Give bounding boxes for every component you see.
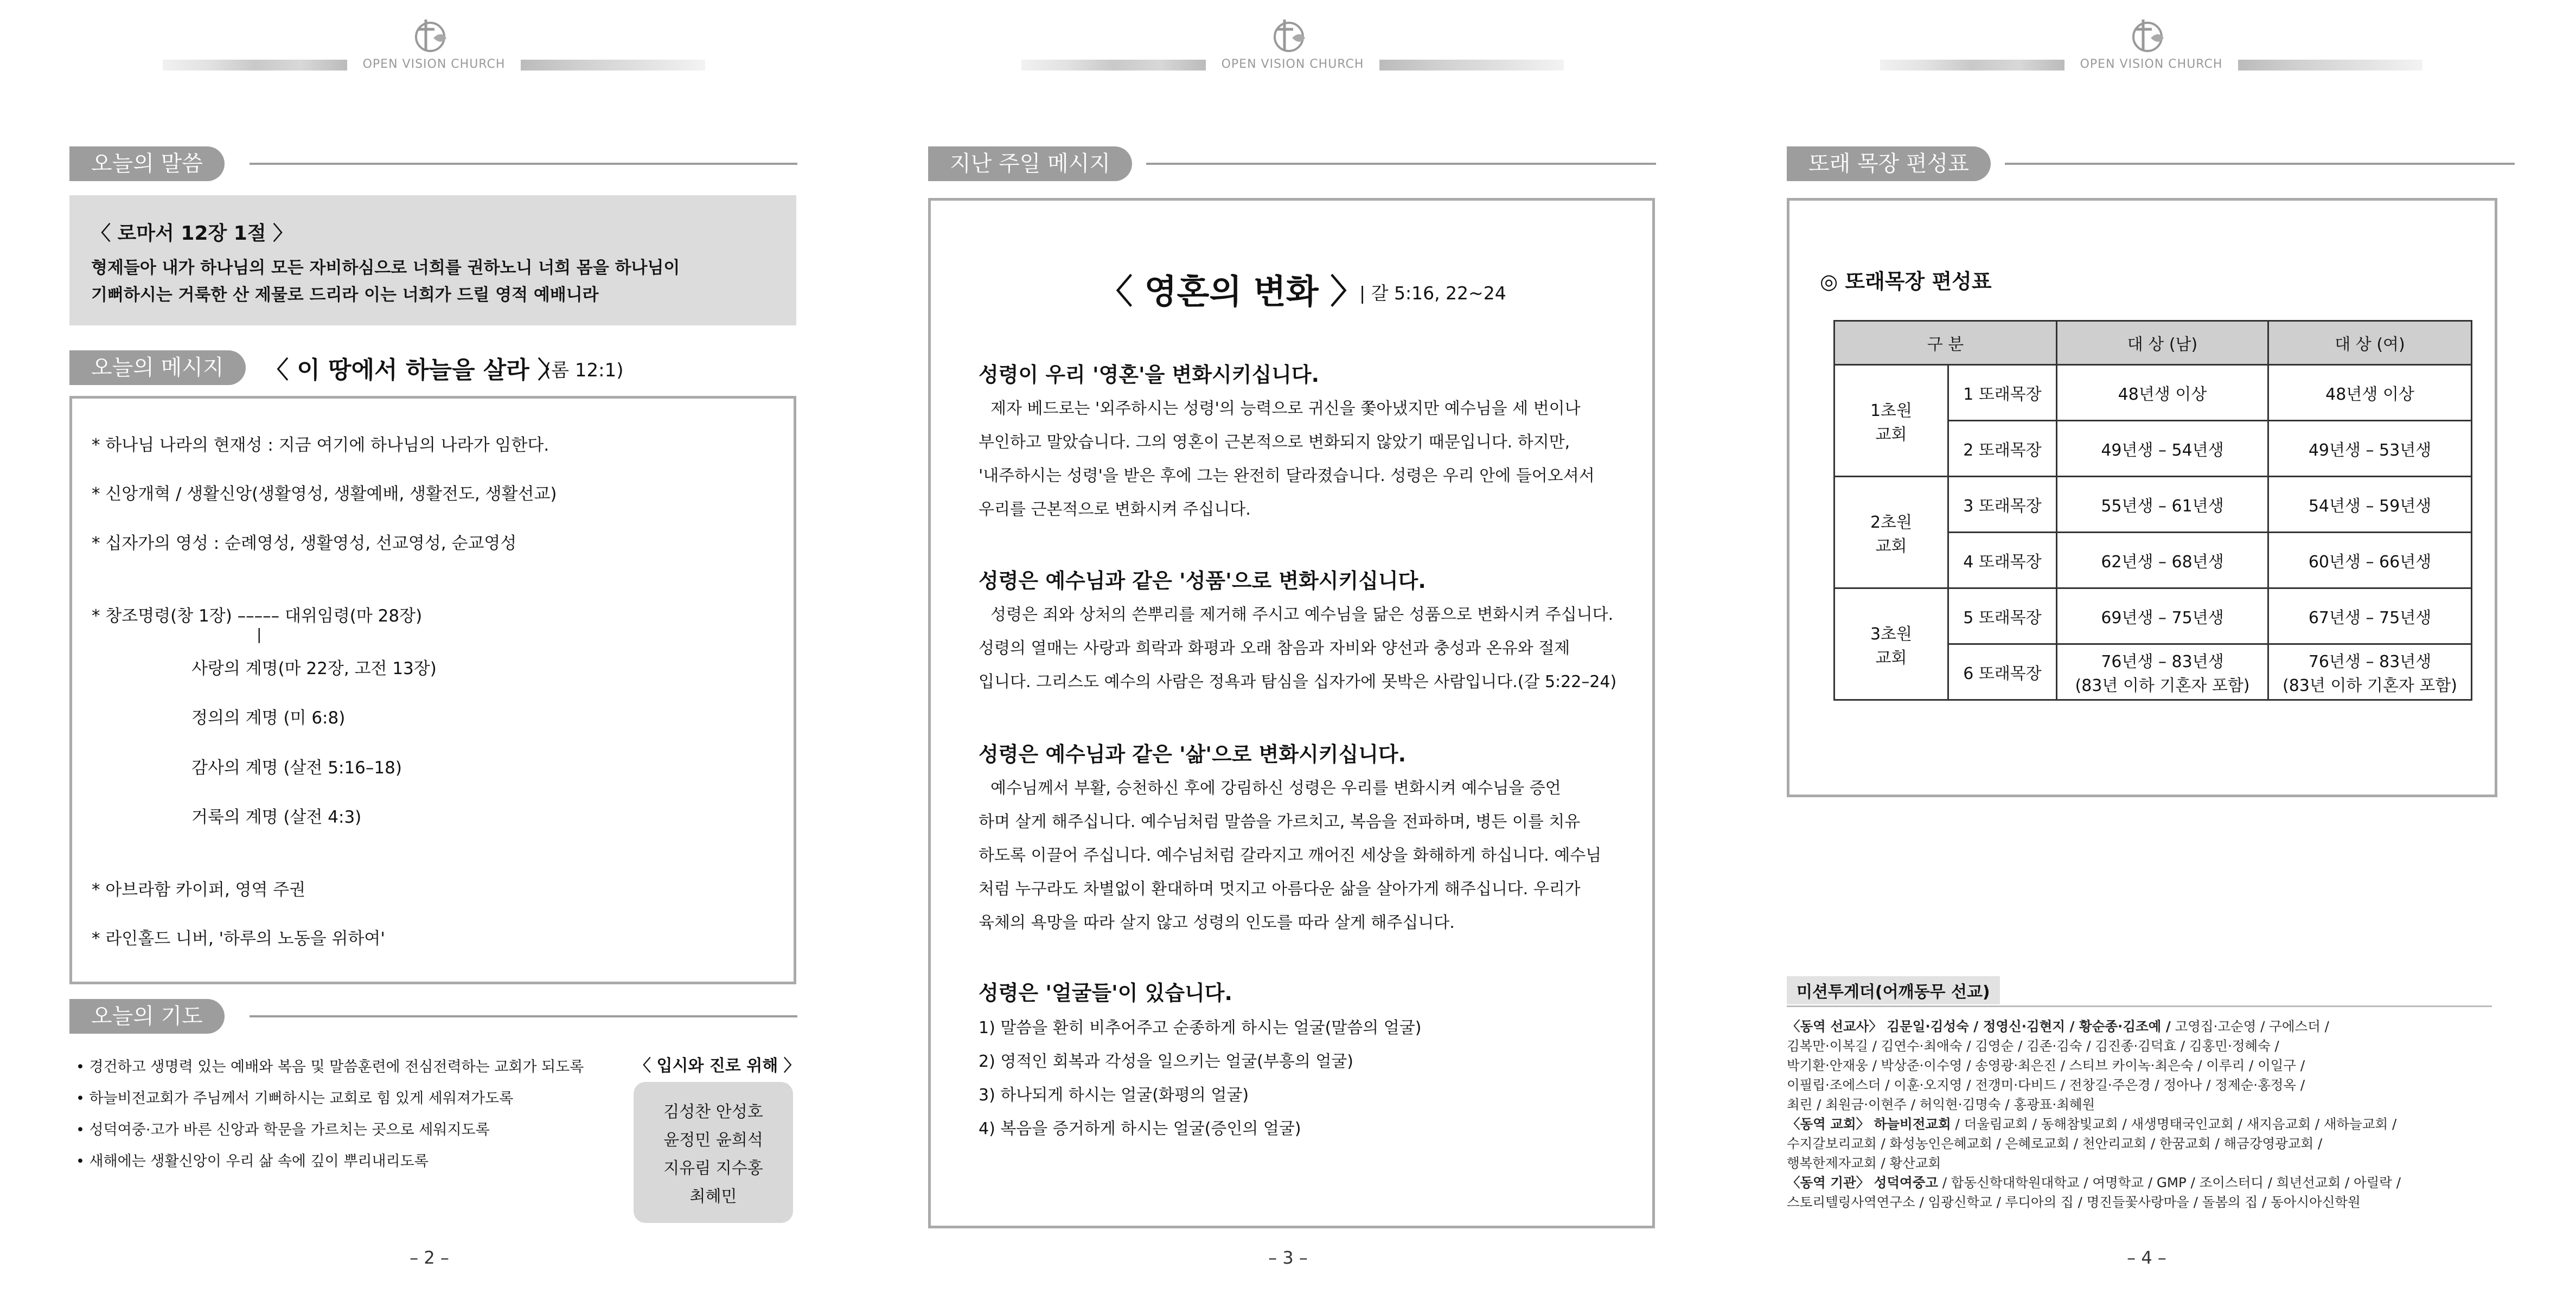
header-church-name: OPEN VISION CHURCH bbox=[2080, 57, 2223, 71]
mission-partners: 이필립·조에스더 / 이훈·오지영 / 전갱미·다비드 / 전창길·주은경 / 정아나 / 정제순·홍정옥 / bbox=[1787, 1077, 2305, 1093]
mission-section bbox=[1787, 976, 2492, 1212]
outline-point: * 십자가의 영성 : 순례영성, 생활영성, 선교영성, 순교영성 bbox=[92, 534, 517, 553]
mission-partners: 행복한제자교회 / 황산교회 bbox=[1787, 1155, 1941, 1171]
table-row bbox=[1834, 365, 2472, 421]
entrance-prayer-title: 〈 입시와 진로 위해 〉 bbox=[635, 1056, 800, 1075]
church-cell bbox=[1834, 477, 1948, 588]
age-range-line: (83년 이하 기혼자 포함) bbox=[2282, 676, 2458, 695]
sermon-paragraph-line: 하며 살게 해주십니다. 예수님처럼 말씀을 가르치고, 복음을 전파하며, 병든 이를 치유 bbox=[979, 812, 1581, 831]
page-header bbox=[163, 16, 705, 76]
outline-subpoint: 거룩의 계명 (살전 4:3) bbox=[191, 808, 362, 827]
scripture-reference: 〈 로마서 12장 1절 〉 bbox=[91, 222, 293, 245]
church-cell bbox=[1834, 365, 1948, 477]
mission-line bbox=[1787, 1114, 2492, 1134]
outline-point: * 신앙개혁 / 생활신앙(생활영성, 생활예배, 생활전도, 생활선교) bbox=[92, 484, 557, 504]
sermon-list-item: 2) 영적인 회복과 각성을 일으키는 얼굴(부흥의 얼굴) bbox=[979, 1052, 1354, 1071]
entrance-names-box bbox=[634, 1082, 793, 1223]
sermon-paragraph-line: 육체의 욕망을 따라 살지 않고 성령의 인도를 따라 살게 해주십니다. bbox=[979, 913, 1455, 932]
sermon-heading: 성령은 예수님과 같은 '삶'으로 변화시키십니다. bbox=[979, 742, 1407, 766]
outline-subpoint: 정의의 계명 (미 6:8) bbox=[191, 708, 346, 728]
scripture-text-line: 기뻐하시는 거룩한 산 제물로 드리라 이는 너희가 드릴 영적 예배니라 bbox=[91, 285, 599, 305]
header-bar-left bbox=[163, 60, 347, 71]
column-header: 대 상 (남) bbox=[2057, 321, 2268, 365]
table-row bbox=[1834, 588, 2472, 644]
church-cell bbox=[1834, 588, 1948, 700]
age-range-line: (83년 이하 기혼자 포함) bbox=[2075, 676, 2250, 695]
prayer-item: • 하늘비전교회가 주님께서 기뻐하시는 교회로 힘 있게 세워져가도록 bbox=[76, 1090, 514, 1107]
mission-partners: 수지갈보리교회 / 화성농인은혜교회 / 은혜로교회 / 천안리교회 / 한꿈교회 / 해금강영광교회 / bbox=[1787, 1136, 2323, 1151]
mission-line bbox=[1787, 1193, 2492, 1212]
sermon-paragraph-line: 우리를 근본적으로 변화시켜 주십니다. bbox=[979, 500, 1251, 519]
mission-line bbox=[1787, 1134, 2492, 1154]
age-range-cell bbox=[2268, 644, 2472, 700]
sermon-paragraph-line: 성령은 죄와 상처의 쓴뿌리를 제거해 주시고 예수님을 닮은 성품으로 변화시켜 주십니다. bbox=[990, 605, 1614, 624]
age-range-cell: 69년생 – 75년생 bbox=[2057, 588, 2268, 644]
sermon-paragraph-line: 하도록 이끌어 주십니다. 예수님처럼 갈라지고 깨어진 세상을 화해하게 하십니다. 예수님 bbox=[979, 846, 1602, 865]
section-tab-last-sunday-message: 지난 주일 메시지 bbox=[928, 146, 1132, 181]
mission-title: 미션투게더(어깨동무 선교) bbox=[1787, 976, 2000, 1004]
section-tab-cell-group-schedule: 또래 목장 편성표 bbox=[1787, 146, 1991, 181]
mission-category-label: 〈동역 교회〉 하늘비전교회 bbox=[1787, 1116, 1951, 1132]
church-name-line: 교회 bbox=[1875, 536, 1907, 556]
sermon-box bbox=[928, 198, 1655, 1228]
scripture-box bbox=[69, 195, 796, 325]
age-range-line: 76년생 – 83년생 bbox=[2308, 652, 2432, 671]
sermon-reference: | 갈 5:16, 22~24 bbox=[1359, 283, 1506, 304]
mission-partners: 스토리텔링사역연구소 / 임광신학교 / 루디아의 집 / 명진들꽃사랑마을 / 돌봄의 집 / 동아시아신학원 bbox=[1787, 1194, 2361, 1210]
age-range-cell: 55년생 – 61년생 bbox=[2057, 477, 2268, 533]
age-range-cell: 54년생 – 59년생 bbox=[2268, 477, 2472, 533]
sermon-paragraph-line: 성령의 열매는 사랑과 희락과 화평과 오래 참음과 자비와 양선과 충성과 온유와 절제 bbox=[979, 639, 1570, 658]
header-bar-right bbox=[521, 60, 705, 71]
mission-partners: 박기환·안재웅 / 박상준·이수영 / 송영광·최은진 / 스티브 카이녹·최은숙 / 이루리 / 이일구 / bbox=[1787, 1058, 2305, 1073]
page-number: – 2 – bbox=[410, 1247, 449, 1268]
church-logo-icon bbox=[410, 16, 453, 54]
sermon-list-item: 3) 하나되게 하시는 얼굴(화평의 얼굴) bbox=[979, 1086, 1249, 1105]
mission-line bbox=[1787, 1154, 2492, 1173]
mission-line bbox=[1787, 1075, 2492, 1095]
outline-point: * 라인홀드 니버, '하루의 노동을 위하여' bbox=[92, 929, 385, 949]
table-row bbox=[1834, 477, 2472, 533]
message-title: 〈 이 땅에서 하늘을 살라 〉 bbox=[265, 356, 562, 384]
prayer-item: • 경건하고 생명력 있는 예배와 복음 및 말씀훈련에 전심전력하는 교회가 되도록 bbox=[76, 1059, 584, 1075]
sermon-list-item: 1) 말씀을 환히 비추어주고 순종하게 하시는 얼굴(말씀의 얼굴) bbox=[979, 1018, 1422, 1037]
church-logo-icon bbox=[2127, 16, 2170, 54]
age-range-cell: 67년생 – 75년생 bbox=[2268, 588, 2472, 644]
mission-partners: 최린 / 최원금·이현주 / 허익현·김명숙 / 홍광표·최혜원 bbox=[1787, 1097, 2095, 1112]
sermon-heading: 성령이 우리 '영혼'을 변화시키십니다. bbox=[979, 363, 1320, 387]
sermon-heading: 성령은 '얼굴들'이 있습니다. bbox=[979, 981, 1232, 1005]
prayer-item: • 성덕여중·고가 바른 신앙과 학문을 가르치는 곳으로 세워지도록 bbox=[76, 1122, 490, 1138]
group-name-cell: 6 또래목장 bbox=[1948, 644, 2057, 700]
sermon-paragraph-line: 입니다. 그리스도 예수의 사람은 정욕과 탐심을 십자가에 못박은 사람입니다.(갈 5:22–24) bbox=[979, 672, 1617, 691]
page-3 bbox=[859, 0, 1717, 1294]
header-bar-right bbox=[2238, 60, 2422, 71]
church-name-line: 1초원 bbox=[1870, 401, 1913, 420]
student-names: 최혜민 bbox=[689, 1187, 737, 1206]
church-logo-icon bbox=[1268, 16, 1312, 54]
tab-divider bbox=[250, 163, 797, 165]
outline-point: * 창조명령(창 1장) ––––– 대위임령(마 28장) bbox=[92, 606, 423, 626]
outline-subpoint: 감사의 계명 (살전 5:16–18) bbox=[191, 758, 402, 778]
mission-line bbox=[1787, 1017, 2492, 1036]
group-name-cell: 4 또래목장 bbox=[1948, 533, 2057, 588]
message-outline-box bbox=[69, 396, 796, 984]
mission-line bbox=[1787, 1036, 2492, 1056]
page-header bbox=[1021, 16, 1564, 76]
column-header: 대 상 (여) bbox=[2268, 321, 2472, 365]
student-names: 윤정민 윤희석 bbox=[663, 1131, 763, 1150]
prayer-item: • 새해에는 생활신앙이 우리 삶 속에 깊이 뿌리내리도록 bbox=[76, 1153, 429, 1170]
tab-divider bbox=[250, 1015, 797, 1017]
outline-point: * 아브라함 카이퍼, 영역 주권 bbox=[92, 880, 306, 900]
church-name-line: 3초원 bbox=[1870, 624, 1913, 644]
section-tab-todays-prayer: 오늘의 기도 bbox=[69, 999, 225, 1034]
sermon-paragraph-line: 처럼 누구라도 차별없이 환대하며 멋지고 아름다운 삶을 살아가게 해주십니다. 우리가 bbox=[979, 880, 1581, 899]
sermon-paragraph-line: '내주하시는 성령'을 받은 후에 그는 완전히 달라졌습니다. 성령은 우리 안에 들어오셔서 bbox=[979, 466, 1595, 485]
page-number: – 4 – bbox=[2127, 1247, 2166, 1268]
mission-partners: / 더울림교회 / 동해참빛교회 / 새생명태국인교회 / 새지음교회 / 새하늘교회 / bbox=[1951, 1116, 2397, 1132]
page-number: – 3 – bbox=[1268, 1247, 1308, 1268]
mission-divider bbox=[1787, 1005, 2492, 1007]
outline-connector: | bbox=[257, 625, 262, 643]
age-range-cell: 48년생 이상 bbox=[2057, 365, 2268, 421]
header-church-name: OPEN VISION CHURCH bbox=[1221, 57, 1364, 71]
group-name-cell: 5 또래목장 bbox=[1948, 588, 2057, 644]
age-range-line: 76년생 – 83년생 bbox=[2101, 652, 2224, 671]
outline-point: * 하나님 나라의 현재성 : 지금 여기에 하나님의 나라가 임한다. bbox=[92, 435, 549, 455]
scripture-text-line: 형제들아 내가 하나님의 모든 자비하심으로 너희를 권하노니 너희 몸을 하나님이 bbox=[91, 258, 680, 278]
sermon-paragraph-line: 제자 베드로는 '외주하시는 성령'의 능력으로 귀신을 쫓아냈지만 예수님을 세 번이나 bbox=[990, 399, 1581, 418]
header-bar-right bbox=[1379, 60, 1564, 71]
message-reference: (롬 12:1) bbox=[544, 360, 624, 381]
age-range-cell: 60년생 – 66년생 bbox=[2268, 533, 2472, 588]
mission-line bbox=[1787, 1095, 2492, 1114]
header-church-name: OPEN VISION CHURCH bbox=[362, 57, 506, 71]
cell-group-table bbox=[1833, 320, 2472, 701]
mission-partners: 고영집·고순영 / 구에스더 / bbox=[2170, 1018, 2329, 1034]
church-name-line: 교회 bbox=[1875, 425, 1907, 444]
mission-partners: 김복만·이복길 / 김연수·최애숙 / 김영순 / 김존·김숙 / 김진종·김덕효 / 김홍민·정혜숙 / bbox=[1787, 1038, 2279, 1054]
age-range-cell: 62년생 – 68년생 bbox=[2057, 533, 2268, 588]
age-range-cell: 48년생 이상 bbox=[2268, 365, 2472, 421]
church-name-line: 교회 bbox=[1875, 648, 1907, 668]
church-name-line: 2초원 bbox=[1870, 513, 1913, 532]
column-header: 구 분 bbox=[1834, 321, 2057, 365]
tab-divider bbox=[1146, 163, 1656, 165]
page-2 bbox=[0, 0, 859, 1294]
outline-subpoint: 사랑의 계명(마 22장, 고전 13장) bbox=[191, 659, 437, 678]
sermon-list-item: 4) 복음을 증거하게 하시는 얼굴(증인의 얼굴) bbox=[979, 1119, 1301, 1138]
tab-divider bbox=[2005, 163, 2515, 165]
section-tab-todays-word: 오늘의 말씀 bbox=[69, 146, 225, 181]
age-range-cell: 49년생 – 54년생 bbox=[2057, 421, 2268, 477]
schedule-title: ◎ 또래목장 편성표 bbox=[1820, 270, 1992, 293]
section-tab-todays-message: 오늘의 메시지 bbox=[69, 350, 246, 385]
group-name-cell: 2 또래목장 bbox=[1948, 421, 2057, 477]
age-range-cell: 49년생 – 53년생 bbox=[2268, 421, 2472, 477]
mission-category-label: 〈동역 기관〉 성덕여중고 bbox=[1787, 1175, 1939, 1190]
group-name-cell: 1 또래목장 bbox=[1948, 365, 2057, 421]
header-bar-left bbox=[1021, 60, 1206, 71]
student-names: 김성찬 안성호 bbox=[663, 1103, 763, 1122]
sermon-heading: 성령은 예수님과 같은 '성품'으로 변화시키십니다. bbox=[979, 569, 1426, 593]
mission-partners: / 합동신학대학원대학교 / 여명학교 / GMP / 조이스터디 / 희년선교회 / 아릴락 / bbox=[1938, 1175, 2401, 1190]
group-name-cell: 3 또래목장 bbox=[1948, 477, 2057, 533]
header-bar-left bbox=[1880, 60, 2064, 71]
sermon-paragraph-line: 부인하고 말았습니다. 그의 영혼이 근본적으로 변화되지 않았기 때문입니다. 하지만, bbox=[979, 433, 1570, 452]
mission-category-label: 〈동역 선교사〉 김문일·김성숙 / 정영신·김현지 / 황순종·김조예 / bbox=[1787, 1018, 2171, 1034]
page-header bbox=[1880, 16, 2422, 76]
student-names: 지유림 지수홍 bbox=[663, 1159, 763, 1178]
sermon-paragraph-line: 예수님께서 부활, 승천하신 후에 강림하신 성령은 우리를 변화시켜 예수님을 증언 bbox=[990, 779, 1561, 798]
mission-line bbox=[1787, 1173, 2492, 1193]
sermon-title: 〈 영혼의 변화 〉 bbox=[1099, 272, 1364, 311]
table-header-row bbox=[1834, 321, 2472, 365]
mission-line bbox=[1787, 1056, 2492, 1075]
mission-partner-list bbox=[1787, 1017, 2492, 1212]
age-range-cell bbox=[2057, 644, 2268, 700]
